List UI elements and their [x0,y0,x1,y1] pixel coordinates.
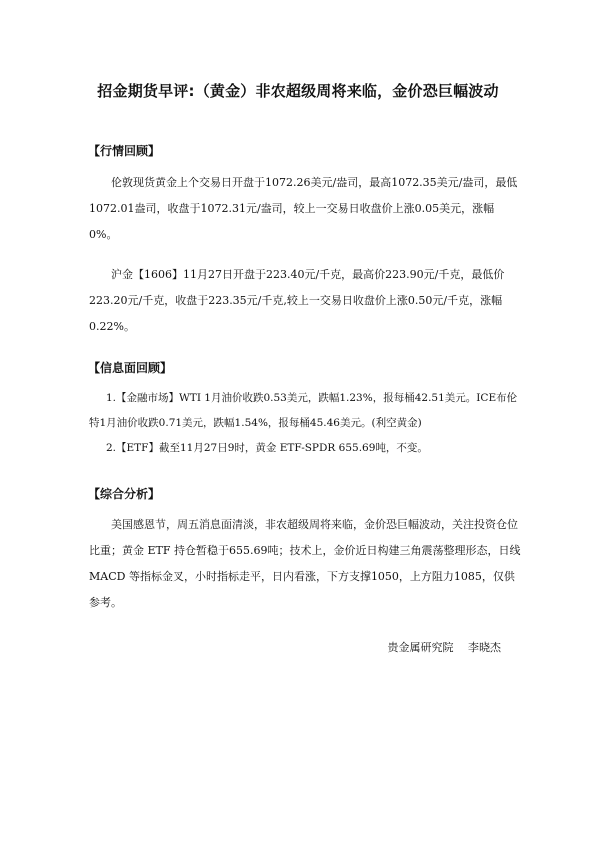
paragraph-shanghai-gold: 沪金【1606】11月27日开盘于223.40元/千克，最高价223.90元/千克，最低价223.20元/千克，收盘于223.35元/千克,较上一交易日收盘价上涨0.50元/千克，涨幅0.22%。 [89,268,505,333]
document-title: 招金期货早评:（黄金）非农超级周将来临，金价恐巨幅波动 [97,82,499,100]
paragraph-london-gold: 伦敦现货黄金上个交易日开盘于1072.26美元/盎司，最高1072.35美元/盎司，最低1072.01盎司，收盘于1072.31元/盎司，较上一交易日收盘价上涨0.05美元，涨幅0%。 [89,176,518,241]
info-item-financial-market: 1.【金融市场】WTI 1月油价收跌0.53美元，跌幅1.23%，报每桶42.51美元。ICE布伦特1月油价收跌0.71美元，跌幅1.54%，报每桶45.46美元。(利空黄金) [89,392,518,429]
section-heading-analysis: 【综合分析】 [88,487,161,501]
paragraph-analysis: 美国感恩节，周五消息面清淡，非农超级周将来临，金价恐巨幅波动，关注投资仓位比重；黄金 ETF 持仓暂稳于655.69吨；技术上，金价近日构建三角震荡整理形态，日线 MACD 等指标金叉，小时指标走平，日内看涨，下方支撑1050，上方阻力1085，仅供参考。 [89,518,521,609]
info-list [89,386,521,461]
section-heading-info-review: 【信息面回顾】 [88,361,173,375]
section-heading-market-review: 【行情回顾】 [88,144,161,158]
author-signature: 贵金属研究院 李晓杰 [387,641,501,654]
info-item-etf: 2.【ETF】截至11月27日9时，黄金 ETF-SPDR 655.69吨，不变。 [106,442,428,454]
